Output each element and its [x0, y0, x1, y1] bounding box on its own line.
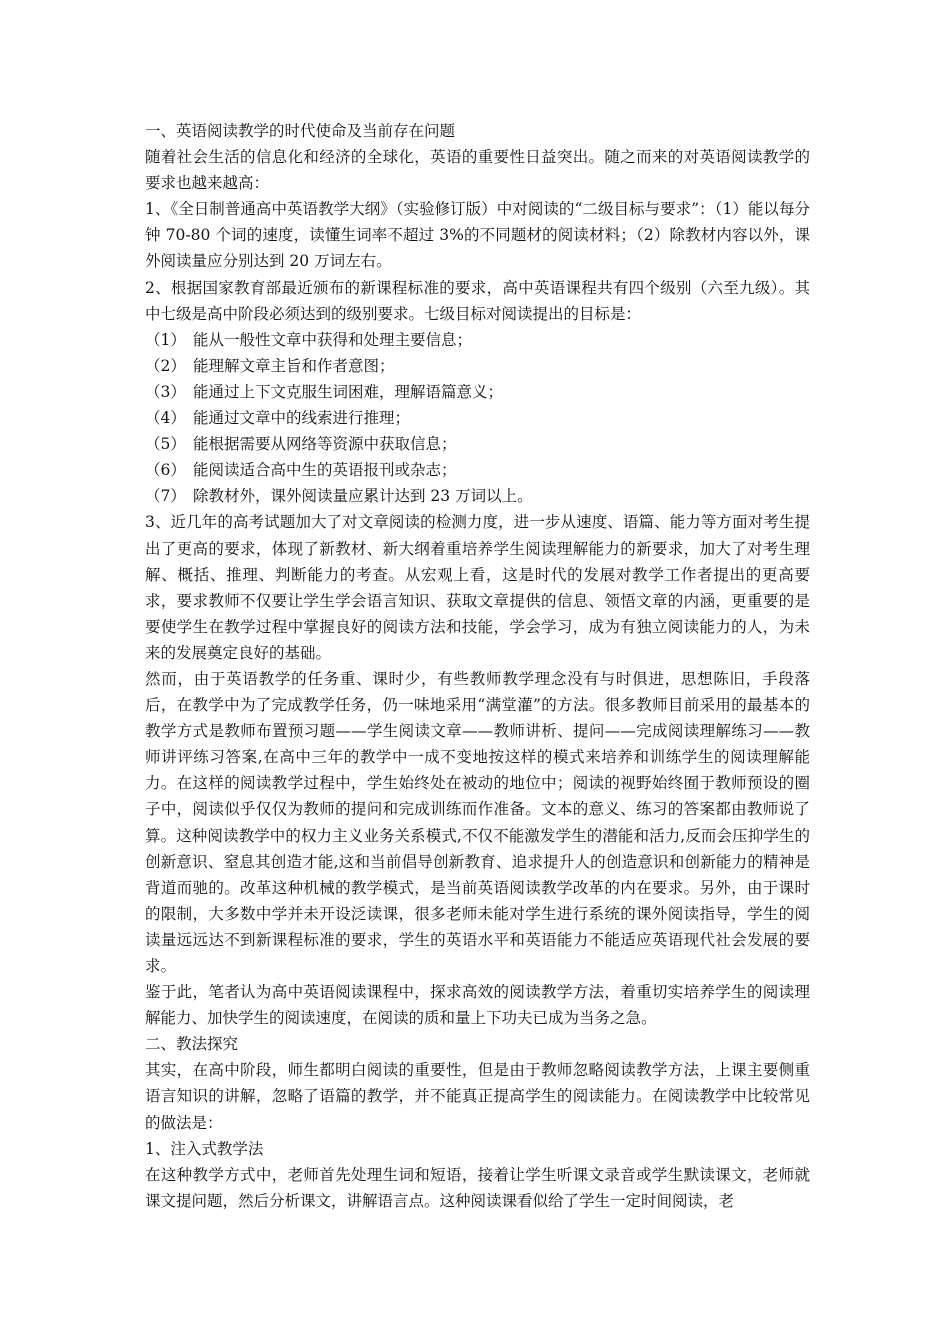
- point2-paragraph: 2、根据国家教育部最近颁布的新课程标准的要求，高中英语课程共有四个级别（六至九级）。其中七级是高中阶段必须达到的级别要求。七级目标对阅读提出的目标是：: [145, 278, 810, 323]
- goal-item: [145, 405, 810, 431]
- section2-heading: 二、教法探究: [145, 1035, 239, 1054]
- point3-paragraph: 3、近几年的高考试题加大了对文章阅读的检测力度，进一步从速度、语篇、能力等方面对考生提出了更高的要求，体现了新教材、新大纲着重培养学生阅读理解能力的新要求，加大了对考生理解、概括、推理、判断能力的考查。从宏观上看，这是时代的发展对教学工作者提出的更高要求，要求教师不仅要让学生学会语言知识、获取文章提供的信息、领悟文章的内涵，更重要的是要使学生在教学过程中掌握良好的阅读方法和技能，学会学习，成为有独立阅读能力的人，为未来的发展奠定良好的基础。: [145, 513, 810, 662]
- problem-paragraph: 然而，由于英语教学的任务重、课时少，有些教师教学理念没有与时俱进，思想陈旧，手段落后，在教学中为了完成教学任务，仍一味地采用“满堂灌”的方法。很多教师目前采用的最基本的教学方式是教师布置预习题——学生阅读文章——教师讲析、提问——完成阅读理解练习——教师讲评练习答案,在高中三年的教学中一成不变地按这样的模式来培养和训练学生的阅读理解能力。在这样的阅读教学过程中，学生始终处在被动的地位中；阅读的视野始终囿于教师预设的圈子中，阅读似乎仅仅为教师的提问和完成训练而作准备。文本的意义、练习的答案都由教师说了算。这种阅读教学中的权力主义业务关系模式,不仅不能激发学生的潜能和活力,反而会压抑学生的创新意识、窒息其创造才能,这和当前倡导创新教育、追求提升人的创造意识和创新能力的精神是背道而驰的。改革这种机械的教学模式，是当前英语阅读教学改革的内在要求。另外，由于课时的限制，大多数中学并未开设泛读课，很多老师未能对学生进行系统的课外阅读指导，学生的阅读量远远达不到新课程标准的要求，学生的英语水平和英语能力不能适应英语现代社会发展的要求。: [145, 669, 810, 975]
- goal-text: 除教材外，课外阅读量应累计达到 23 万词以上。: [193, 487, 533, 506]
- goal-item: [145, 327, 810, 353]
- goal-item: [145, 379, 810, 405]
- goal-number: （6）: [145, 461, 186, 480]
- point1-paragraph: 1、《全日制普通高中英语教学大纲》（实验修订版）中对阅读的“二级目标与要求”：（1）能以每分钟 70-80 个词的速度，读懂生词率不超过 3%的不同题材的阅读材料；（2）除教材内容以外，课外阅读量应分别达到 20 万词左右。: [145, 200, 810, 271]
- document-body: [145, 118, 810, 1214]
- goal-item: [145, 353, 810, 379]
- conclusion-paragraph: 鉴于此，笔者认为高中英语阅读课程中，探求高效的阅读教学方法，着重切实培养学生的阅读理解能力、加快学生的阅读速度，在阅读的质和量上下功夫已成为当务之急。: [145, 983, 810, 1028]
- goal-number: （2）: [145, 356, 186, 375]
- goal-item: [145, 431, 810, 457]
- goal-text: 能通过文章中的线索进行推理；: [193, 409, 411, 428]
- goal-text: 能阅读适合高中生的英语报刊或杂志；: [193, 461, 457, 480]
- goal-text: 能从一般性文章中获得和处理主要信息；: [193, 330, 473, 349]
- goal-text: 能根据需要从网络等资源中获取信息；: [193, 435, 457, 454]
- goal-number: （7）: [145, 487, 186, 506]
- section2-intro-paragraph: 其实，在高中阶段，师生都明白阅读的重要性，但是由于教师忽略阅读教学方法，上课主要侧重语言知识的讲解，忽略了语篇的教学，并不能真正提高学生的阅读能力。在阅读教学中比较常见的做法是：: [145, 1061, 810, 1132]
- goal-number: （3）: [145, 382, 186, 401]
- section1-heading: 一、英语阅读教学的时代使命及当前存在问题: [145, 122, 456, 140]
- goal-number: （4）: [145, 409, 186, 428]
- goal-number: （5）: [145, 435, 186, 454]
- goal-text: 能理解文章主旨和作者意图；: [193, 356, 395, 375]
- goal-item: [145, 483, 810, 509]
- intro-paragraph: 随着社会生活的信息化和经济的全球化，英语的重要性日益突出。随之而来的对英语阅读教学的要求也越来越高：: [145, 148, 810, 193]
- goal-number: （1）: [145, 330, 186, 349]
- goal-text: 能通过上下文克服生词困难，理解语篇意义；: [193, 382, 504, 401]
- goal-item: [145, 457, 810, 483]
- method1-heading: 1、注入式教学法: [145, 1139, 264, 1158]
- method1-paragraph: 在这种教学方式中，老师首先处理生词和短语，接着让学生听课文录音或学生默读课文，老师就课文提问题，然后分析课文，讲解语言点。这种阅读课看似给了学生一定时间阅读，老: [145, 1165, 810, 1210]
